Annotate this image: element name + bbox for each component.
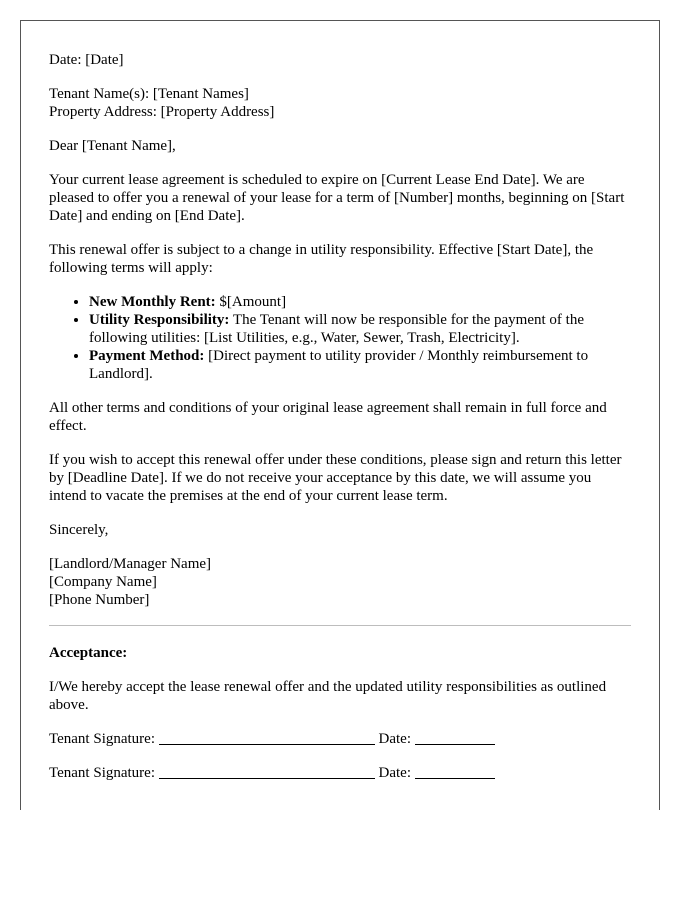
signature-line[interactable] bbox=[159, 730, 375, 745]
date-line-blank[interactable] bbox=[415, 730, 495, 745]
acceptance-heading: Acceptance: bbox=[49, 645, 128, 661]
date-line: Date: [Date] bbox=[49, 52, 124, 68]
signature-row bbox=[49, 764, 631, 782]
salutation: Dear [Tenant Name], bbox=[49, 138, 176, 154]
term-label: New Monthly Rent: bbox=[89, 294, 216, 310]
signature-line[interactable] bbox=[159, 764, 375, 779]
term-label: Payment Method: bbox=[89, 348, 205, 364]
list-item bbox=[89, 347, 631, 383]
terms-list bbox=[49, 293, 631, 383]
date-line-blank[interactable] bbox=[415, 764, 495, 779]
list-item bbox=[89, 293, 631, 311]
term-text: $[Amount] bbox=[215, 294, 287, 310]
signature-row bbox=[49, 730, 631, 748]
company-name: [Company Name] bbox=[49, 574, 157, 590]
paragraph-lease-expiry: Your current lease agreement is scheduled to expire on [Current Lease End Date]. We are pleased to offer you a renewal of your lease for a term of [Number] months, beginning on [Start Date] and ending on [End Date]. bbox=[49, 172, 625, 224]
paragraph-other-terms: All other terms and conditions of your original lease agreement shall remain in full force and effect. bbox=[49, 400, 607, 434]
list-item bbox=[89, 311, 631, 347]
acceptance-statement: I/We hereby accept the lease renewal offer and the updated utility responsibilities as outlined above. bbox=[49, 679, 607, 713]
divider bbox=[49, 625, 631, 626]
tenant-names-line: Tenant Name(s): [Tenant Names] bbox=[49, 86, 249, 102]
closing: Sincerely, bbox=[49, 522, 109, 538]
date-label: Date: bbox=[378, 731, 411, 747]
term-label: Utility Responsibility: bbox=[89, 312, 230, 328]
date-label: Date: bbox=[378, 765, 411, 781]
tenant-property-block bbox=[49, 85, 631, 121]
signature-block bbox=[49, 555, 631, 609]
signature-label: Tenant Signature: bbox=[49, 765, 156, 781]
paragraph-utility-change: This renewal offer is subject to a change in utility responsibility. Effective [Start Date], the following terms will apply: bbox=[49, 242, 594, 276]
paragraph-acceptance-instructions: If you wish to accept this renewal offer under these conditions, please sign and return this letter by [Deadline Date]. If we do not receive your acceptance by this date, we will assume you intend to vacate the premises at the end of your current lease term. bbox=[49, 452, 622, 504]
letter-page bbox=[20, 20, 660, 810]
phone-number: [Phone Number] bbox=[49, 592, 150, 608]
property-address-line: Property Address: [Property Address] bbox=[49, 104, 275, 120]
term-text: The Tenant will now be responsible for the payment of the following utilities: [List Utilities, e.g., Water, Sewer, Trash, Electricity]. bbox=[89, 312, 584, 346]
term-text: [Direct payment to utility provider / Monthly reimbursement to Landlord]. bbox=[89, 348, 589, 382]
signature-label: Tenant Signature: bbox=[49, 731, 156, 747]
landlord-name: [Landlord/Manager Name] bbox=[49, 556, 212, 572]
